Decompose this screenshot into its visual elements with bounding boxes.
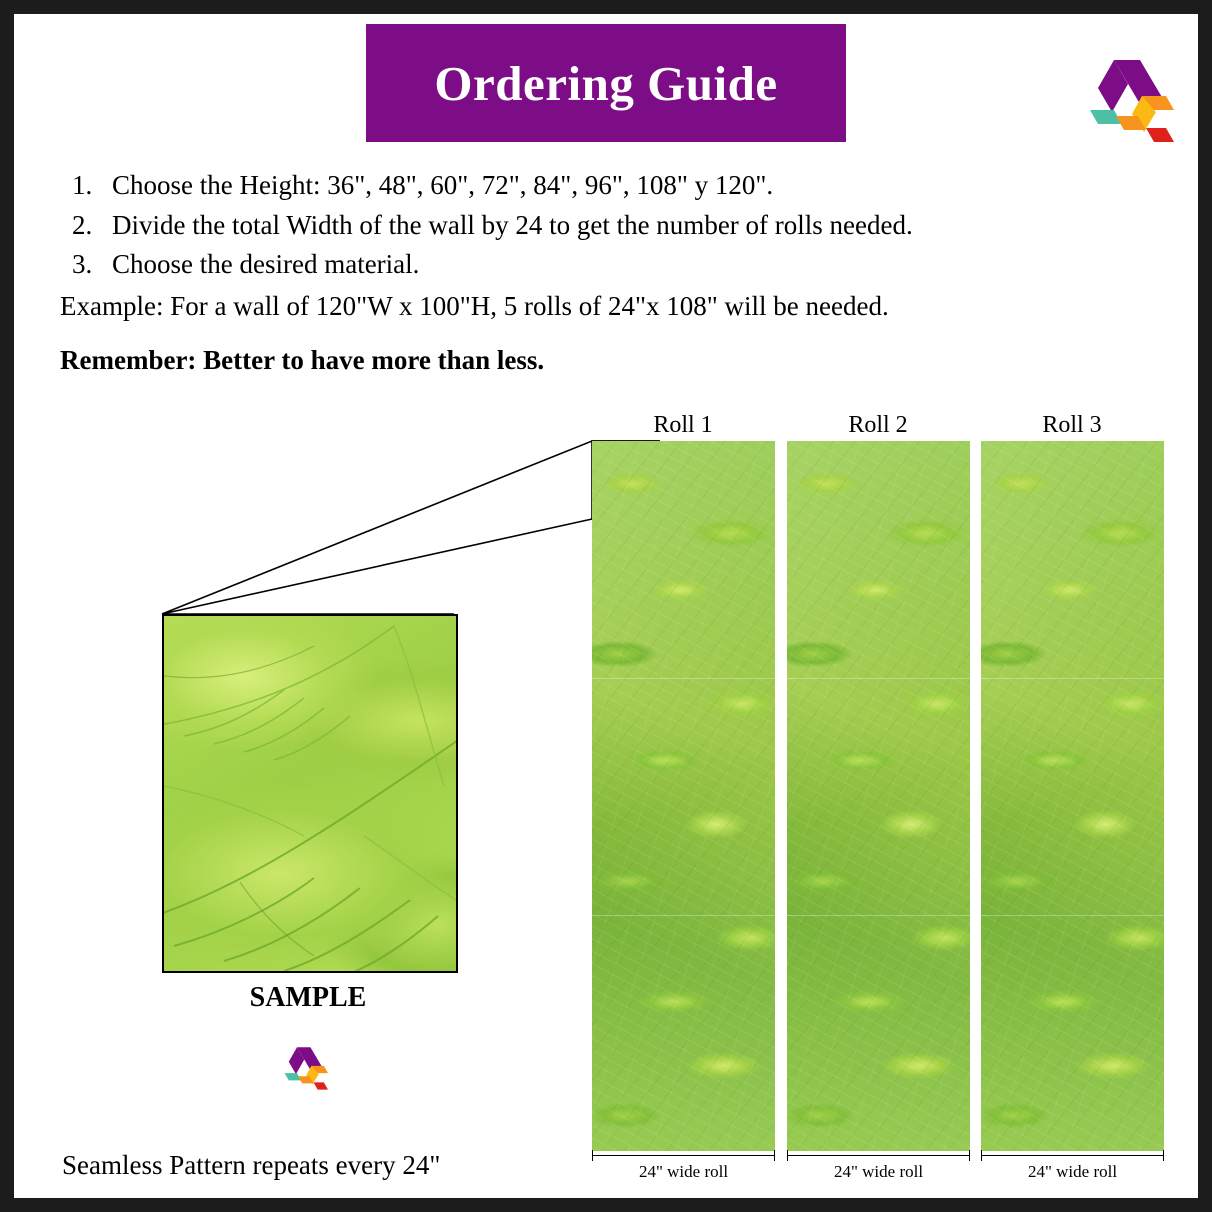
roll-veins-overlay	[981, 441, 1164, 1151]
sample-leaf-veins	[164, 616, 456, 971]
roll-seam	[981, 915, 1164, 916]
page-title: Ordering Guide	[434, 55, 778, 111]
roll-seam	[981, 678, 1164, 679]
dimension-label-3: 24" wide roll	[1027, 1162, 1118, 1181]
instructions-block	[60, 166, 1160, 380]
ordering-guide-page	[14, 14, 1198, 1198]
instruction-number: 2.	[72, 209, 93, 240]
roll-label-2: Roll 2	[848, 412, 908, 438]
roll-panel-2	[787, 441, 970, 1151]
brand-logo-icon	[1054, 54, 1174, 154]
brand-logo-small-icon	[266, 1044, 328, 1096]
instruction-step	[60, 245, 1160, 285]
example-text: Example: For a wall of 120"W x 100"H, 5 rolls of 24"x 108" will be needed.	[60, 291, 889, 322]
remember-text: Remember: Better to have more than less.	[60, 344, 545, 375]
page-title-bar	[366, 24, 846, 142]
roll-seam	[592, 915, 775, 916]
instruction-number: 3.	[72, 249, 93, 280]
instruction-step	[60, 206, 1160, 246]
instruction-text: Choose the Height: 36", 48", 60", 72", 84", 96", 108" y 120".	[112, 170, 774, 200]
seamless-pattern-note: Seamless Pattern repeats every 24"	[62, 1150, 441, 1180]
dimension-label-1: 24" wide roll	[638, 1162, 729, 1181]
dimension-label-2: 24" wide roll	[833, 1162, 924, 1181]
roll-seam	[787, 915, 970, 916]
roll-panel-3	[981, 441, 1164, 1151]
sample-caption: SAMPLE	[249, 982, 367, 1013]
instruction-step	[60, 166, 1160, 206]
sample-swatch	[162, 614, 458, 973]
roll-seam	[592, 678, 775, 679]
instruction-number: 1.	[72, 170, 93, 200]
roll-panel-1	[592, 441, 775, 1151]
roll-label-1: Roll 1	[653, 412, 713, 438]
roll-seam	[787, 678, 970, 679]
instruction-text: Choose the desired material.	[112, 249, 420, 280]
roll-label-3: Roll 3	[1042, 412, 1102, 438]
roll-veins-overlay	[787, 441, 970, 1151]
instruction-text: Divide the total Width of the wall by 24 to get the number of rolls needed.	[112, 209, 913, 240]
roll-veins-overlay	[592, 441, 775, 1151]
